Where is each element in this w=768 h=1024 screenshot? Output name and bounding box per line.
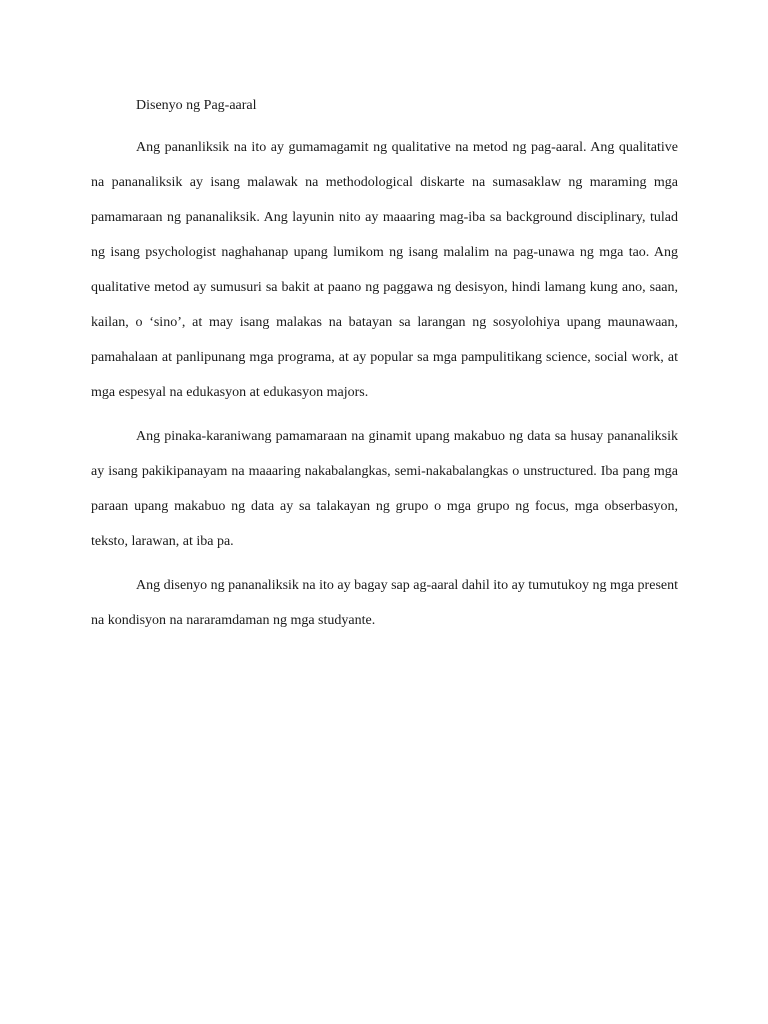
paragraph-3: Ang disenyo ng pananaliksik na ito ay bagay sap ag-aaral dahil ito ay tumutukoy ng mga present na kondisyon na nararamdaman ng mga studyante. [91, 578, 678, 628]
paragraph-2: Ang pinaka-karaniwang pamamaraan na ginamit upang makabuo ng data sa husay pananaliksik ay isang pakikipanayam na maaaring nakabalangkas, semi-nakabalangkas o unstructured. Iba pang mga paraan upang makabuo ng data ay sa talakayan ng grupo o mga grupo ng focus, mga obserbasyon, teksto, larawan, at iba pa. [91, 429, 678, 549]
paragraph-1: Ang pananliksik na ito ay gumamagamit ng qualitative na metod ng pag-aaral. Ang qualitative na pananaliksik ay isang malawak na methodological diskarte na sumasaklaw ng maraming mga pamamaraan ng pananaliksik. Ang layunin nito ay maaaring mag-iba sa background disciplinary, tulad ng isang psychologist naghahanap upang lumikom ng isang malalim na pag-unawa ng mga tao. Ang qualitative metod ay sumusuri sa bakit at paano ng paggawa ng desisyon, hindi lamang kung ano, saan, kailan, o ‘sino’, at may isang malakas na batayan sa larangan ng sosyolohiya upang maunawaan, pamahalaan at panlipunang mga programa, at ay popular sa mga pampulitikang science, social work, at mga espesyal na edukasyon at edukasyon majors. [91, 140, 678, 400]
section-heading: Disenyo ng Pag-aaral [136, 98, 257, 113]
document-body [91, 88, 678, 647]
